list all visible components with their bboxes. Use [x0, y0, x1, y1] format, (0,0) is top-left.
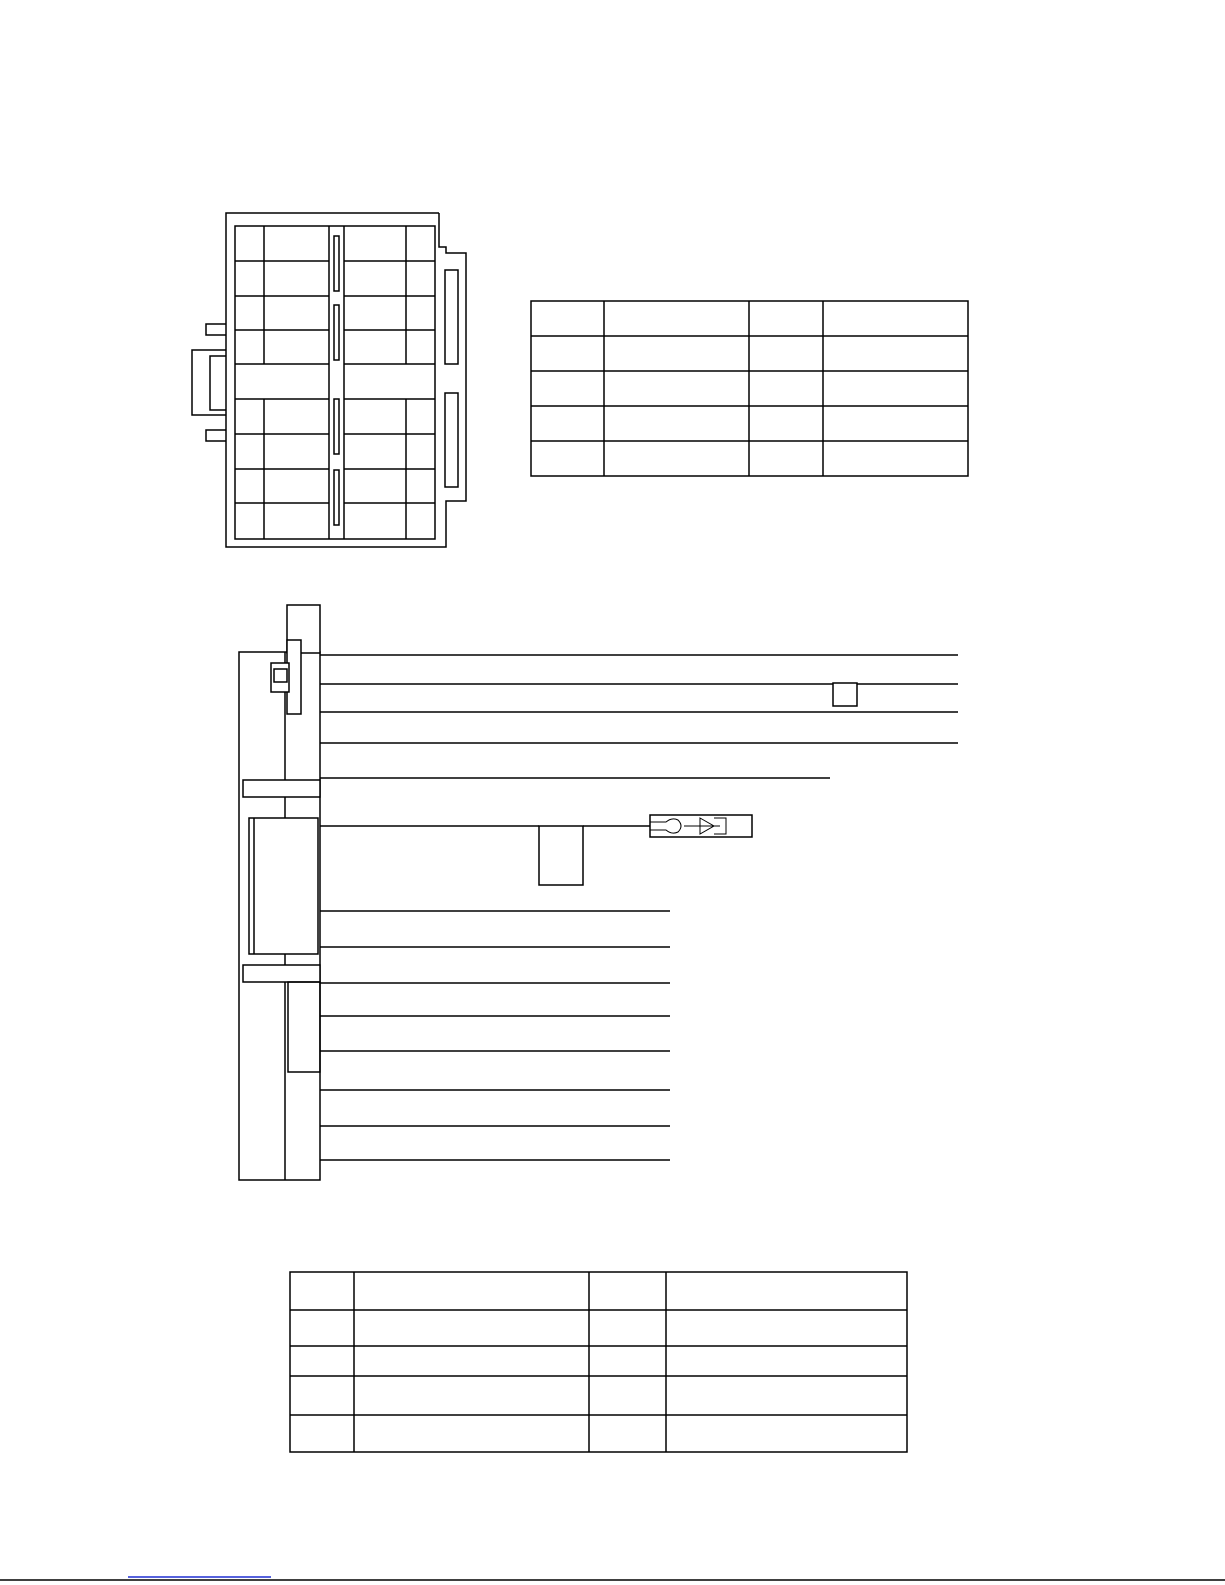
wire-color-table	[290, 1272, 907, 1452]
connector-face-view	[192, 213, 466, 547]
lower-wires	[320, 911, 670, 1160]
spade-connector	[650, 815, 752, 837]
page-footer	[0, 1577, 1225, 1580]
fuse-holder	[539, 826, 583, 885]
wiring-harness	[239, 605, 320, 1180]
upper-wires	[320, 655, 958, 778]
fuse-holder-branch	[320, 815, 752, 885]
connector-pinout-table	[531, 301, 968, 476]
inline-fuse	[833, 683, 857, 706]
